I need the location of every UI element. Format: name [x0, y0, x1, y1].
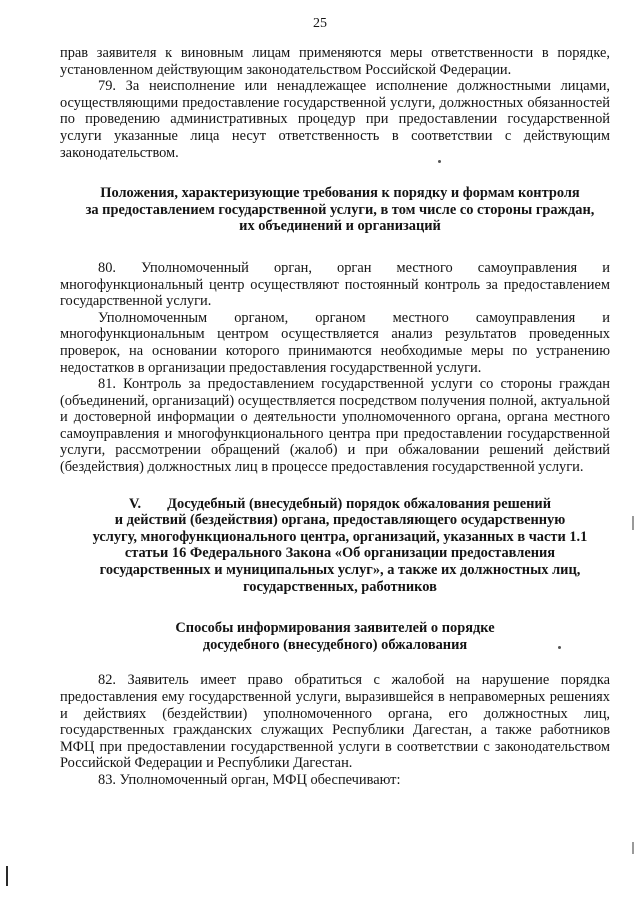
heading-line [70, 496, 610, 513]
paragraph-82: 82. Заявитель имеет право обратиться с жалобой на нарушение порядка предоставления ему государственной услуги, выразившейся в неправомерных решениях и действиях (бездействии) уполномоченного органа, его должностных лиц, государственных гражданских служащих Республики Дагестан, а также работников МФЦ при предоставлении государственной услуги в соответствии с законодательством Российской Федерации и Республики Дагестан. [60, 672, 610, 772]
section-heading-appeal [60, 496, 610, 596]
paragraph-80-analysis: Уполномоченным органом, органом местного самоуправления и многофункциональным центром осуществляется анализ результатов проведенных проверок, на основании которого принимаются необходимые меры по устранению недостатков в организации предоставления государственной услуги. [60, 309, 610, 376]
paragraph-81: 81. Контроль за предоставлением государственной услуги со стороны граждан (объединений, организаций) осуществляется посредством получения полной, актуальной и достоверной информации о деятельности уполномоченного органа, органа местного самоуправления и многофункционального центра при предоставлении государственной услуги, рассмотрении обращений (жалоб) и при обжаловании решений действий (бездействия) должностных лиц в процессе предоставления государственной услуги. [60, 376, 610, 476]
heading-line: Положения, характеризующие требования к порядку и формам контроля [100, 185, 580, 202]
heading-line: статьи 16 Федерального Закона «Об организации предоставления [124, 545, 556, 562]
heading-line: их объединений и организаций [239, 218, 441, 235]
heading-line: и действий (бездействия) органа, предоставляющего осударственную [114, 512, 566, 529]
heading-text: Досудебный (внесудебный) порядок обжалования решений [167, 495, 552, 512]
subsection-heading-informing [60, 620, 610, 653]
scan-speck [438, 160, 441, 163]
scan-speck [558, 646, 561, 649]
page-number: 25 [313, 16, 327, 31]
paragraph-80: 80. Уполномоченный орган, орган местного самоуправления и многофункциональный центр осуществляют постоянный контроль за предоставлением государственной услуги. [60, 259, 610, 310]
heading-line: Способы информирования заявителей о порядке [175, 620, 495, 637]
heading-line: услугу, многофункционального центра, организаций, указанных в части 1.1 [92, 528, 588, 545]
document-body [60, 45, 610, 789]
scan-edge-mark [632, 516, 634, 530]
heading-line: государственных, работников [243, 578, 437, 595]
paragraph-79: 79. За неисполнение или ненадлежащее исполнение должностными лицами, осуществляющими предоставление государственной услуги, должностных обязанностей по проведению административных процедур при предоставлении государственной услуги указанные лица несут ответственность в соответствии с действующим законодательством. [60, 78, 610, 161]
section-number: V. [128, 495, 142, 512]
scan-edge-mark [632, 842, 634, 854]
heading-line: за предоставлением государственной услуги, в том числе со стороны граждан, [85, 201, 595, 218]
paragraph-continuation: прав заявителя к виновным лицам применяются меры ответственности в порядке, установленном действующим законодательством Российской Федерации. [60, 45, 610, 78]
paragraph-83: 83. Уполномоченный орган, МФЦ обеспечивают: [98, 771, 401, 788]
heading-line: государственных и муниципальных услуг», а также их должностных лиц, [99, 562, 581, 579]
scan-margin-mark [6, 866, 8, 886]
section-heading-control [60, 185, 610, 235]
heading-line: досудебного (внесудебного) обжалования [202, 636, 468, 653]
